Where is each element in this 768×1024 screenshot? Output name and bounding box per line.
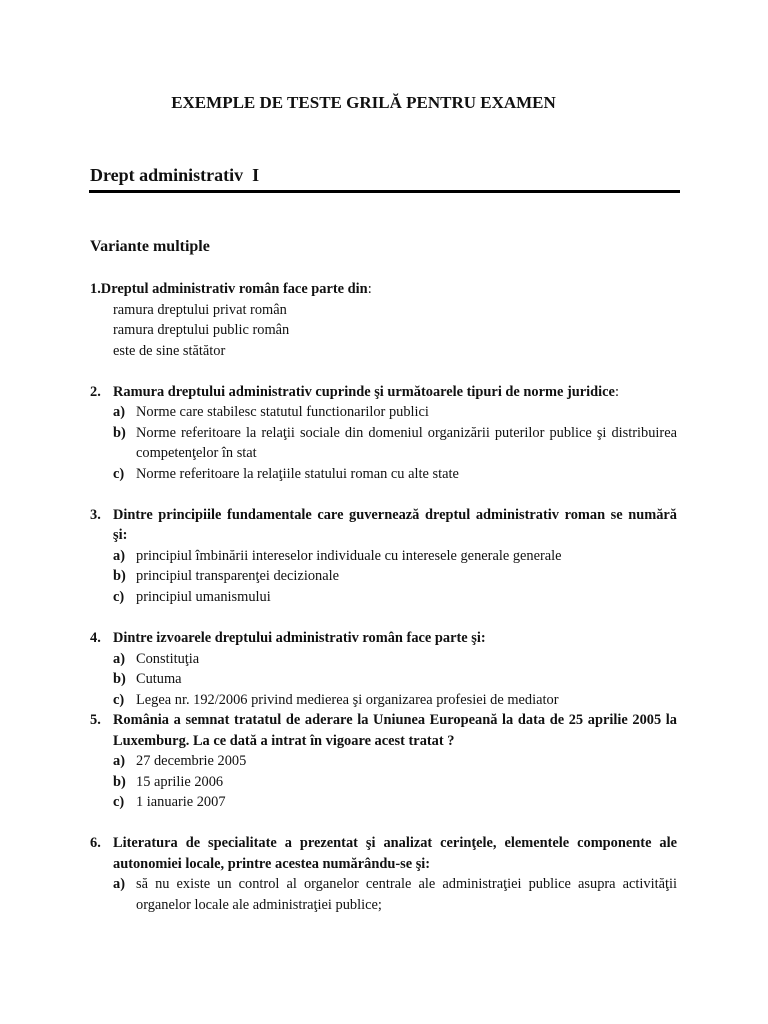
option-letter: c): [113, 691, 125, 708]
question-text: Dreptul administrativ român face parte din: [100, 281, 368, 297]
question-text-tail: :: [367, 281, 372, 297]
question-list: [90, 279, 677, 915]
question-text: România a semnat tratatul de aderare la Uniunea Europeană la data de 25 aprilie 2005 la: [113, 712, 677, 729]
option-item: [90, 341, 677, 362]
question-2: [90, 382, 677, 485]
option-item: [90, 300, 677, 321]
question-3: [90, 505, 677, 608]
document-title: EXEMPLE DE TESTE GRILĂ PENTRU EXAMEN: [171, 93, 556, 112]
subject-heading: Drept administrativ I: [90, 165, 260, 185]
question-4: [90, 628, 677, 710]
option-text: Legea nr. 192/2006 privind medierea şi organizarea profesiei de mediator: [136, 691, 559, 708]
option-item: [90, 546, 677, 567]
question-number: 1.: [90, 281, 101, 297]
question-line: [113, 382, 677, 403]
option-letter: c): [113, 794, 125, 811]
option-text: este de sine stătător: [113, 342, 226, 359]
option-letter: a): [113, 650, 125, 667]
option-text: competenţelor în stat: [136, 445, 257, 462]
option-text: Norme referitoare la relaţii sociale din domeniul organizării puterilor publice şi distribuirea: [136, 424, 677, 441]
option-text: ramura dreptului public român: [113, 322, 290, 339]
option-item: [90, 566, 677, 587]
option-item: [90, 874, 677, 915]
option-item: [90, 792, 677, 813]
option-text: 1 ianuarie 2007: [136, 794, 226, 811]
option-letter: a): [113, 753, 125, 770]
question-text: şi:: [113, 527, 128, 544]
option-text: principiul îmbinării intereselor individuale cu interesele generale generale: [136, 547, 562, 564]
question-heading: [90, 505, 677, 546]
option-text: ramura dreptului privat român: [113, 301, 287, 318]
option-text: organelor locale ale administraţiei publice;: [136, 896, 382, 913]
option-item: [90, 320, 677, 341]
question-number: 5.: [90, 712, 101, 729]
option-item: [90, 751, 677, 772]
question-text: Dintre principiile fundamentale care guvernează dreptul administrativ roman se numără: [113, 506, 677, 523]
question-number: 4.: [90, 629, 101, 646]
option-item: [90, 464, 677, 485]
option-text: 15 aprilie 2006: [136, 773, 224, 790]
option-letter: b): [113, 424, 126, 441]
option-item: [90, 772, 677, 793]
question-heading: [90, 382, 677, 403]
option-text: principiul transparenţei decizionale: [136, 568, 339, 585]
option-text: Norme referitoare la relaţiile statului roman cu alte state: [136, 465, 459, 482]
option-text: principiul umanismului: [136, 588, 271, 605]
option-item: [90, 690, 677, 711]
option-letter: c): [113, 588, 125, 605]
question-heading: [90, 710, 677, 751]
heading-rule: [89, 190, 680, 193]
option-item: [90, 587, 677, 608]
option-letter: b): [113, 671, 126, 688]
option-letter: a): [113, 404, 125, 421]
question-text: autonomiei locale, printre acestea numărându-se şi:: [113, 855, 431, 872]
option-text: Norme care stabilesc statutul functionarilor publici: [136, 404, 429, 421]
option-item: [90, 423, 677, 464]
question-text: Ramura dreptului administrativ cuprinde şi următoarele tipuri de norme juridice: [113, 383, 615, 400]
option-text: Constituţia: [136, 650, 200, 667]
question-text: Dintre izvoarele dreptului administrativ român face parte şi:: [113, 629, 486, 646]
question-number: 2.: [90, 383, 101, 400]
option-letter: a): [113, 876, 125, 893]
question-1: [90, 279, 677, 361]
option-letter: a): [113, 547, 125, 564]
question-number: 6.: [90, 835, 101, 852]
question-text-tail: :: [614, 383, 619, 400]
option-item: [90, 669, 677, 690]
option-item: [90, 649, 677, 670]
question-heading: [90, 628, 677, 649]
question-text: Literatura de specialitate a prezentat şi analizat cerinţele, elementele componente ale: [113, 835, 677, 852]
option-text: Cutuma: [136, 671, 182, 688]
section-heading: Variante multiple: [90, 238, 210, 255]
option-letter: b): [113, 568, 126, 585]
option-item: [90, 402, 677, 423]
option-text: 27 decembrie 2005: [136, 753, 247, 770]
question-heading: [90, 279, 677, 300]
option-letter: b): [113, 773, 126, 790]
question-text: Luxemburg. La ce dată a intrat în vigoare acest tratat ?: [113, 732, 455, 749]
question-number: 3.: [90, 506, 101, 523]
option-text: să nu existe un control al organelor centrale ale administraţiei publice asupra activităţii: [136, 876, 677, 893]
question-5: [90, 710, 677, 813]
question-heading: [90, 833, 677, 874]
option-letter: c): [113, 465, 125, 482]
question-6: [90, 833, 677, 915]
question-line: [90, 279, 677, 300]
